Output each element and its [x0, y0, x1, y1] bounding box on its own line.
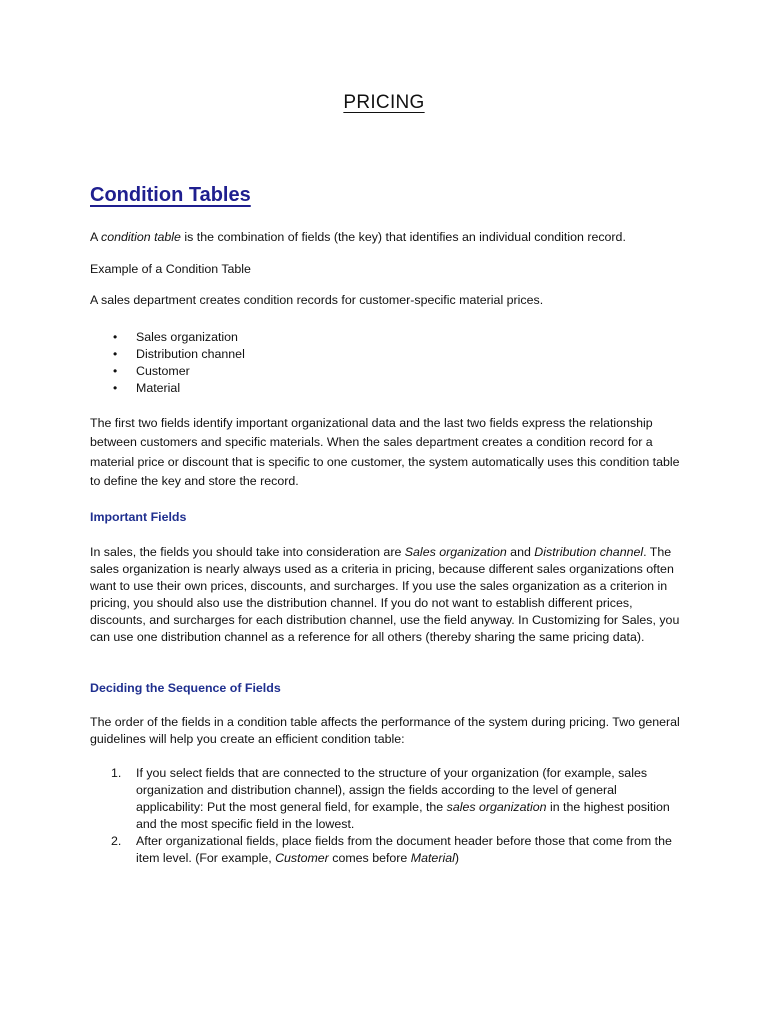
section-heading-condition-tables: Condition Tables [90, 184, 251, 206]
sequence-paragraph: The order of the fields in a condition table affects the performance of the system during pricing. Two general guidelines will help you create an efficient condition table: [90, 715, 680, 746]
list-item [90, 329, 245, 346]
important-fields-paragraph [90, 544, 680, 646]
intro-term: condition table [101, 230, 181, 244]
example-title: Example of a Condition Table [90, 262, 251, 276]
bullet: • [113, 381, 118, 395]
bullet: • [113, 364, 118, 378]
list-item-text: Distribution channel [136, 347, 245, 361]
step-term: Customer [275, 851, 329, 865]
guidelines-list [90, 765, 680, 867]
document-title [0, 92, 768, 114]
fields-list [90, 329, 245, 397]
subheading-important-fields: Important Fields [90, 510, 187, 524]
step-text-middle: comes before [328, 851, 411, 865]
list-item [90, 346, 245, 363]
important-fields-term-sales-org: Sales organization [404, 545, 507, 559]
example-description: A sales department creates condition records for customer-specific material prices. [90, 293, 544, 307]
step-number: 2. [111, 834, 122, 848]
important-fields-term-distribution: Distribution channel [534, 545, 644, 559]
important-fields-text-start: In sales, the fields you should take into consideration are [90, 545, 405, 559]
bullet: • [113, 330, 118, 344]
step-number: 1. [111, 766, 122, 780]
important-fields-text-and: and [506, 545, 535, 559]
list-item-text: Material [136, 381, 181, 395]
step-term-2: Material [410, 851, 455, 865]
bullet: • [113, 347, 118, 361]
list-item [90, 765, 680, 833]
step-text-after: in the highest position and the most specific field in the lowest. [136, 800, 670, 831]
list-item [90, 380, 245, 397]
step-term: sales organization [446, 800, 547, 814]
step-text-after: ) [454, 851, 459, 865]
relationship-paragraph: The first two fields identify important organizational data and the last two fields express the relationship between customers and specific materials. When the sales department creates a condition record for a material price or discount that is specific to one customer, the system automatically uses this condition table to define the key and store the record. [90, 416, 680, 489]
step-text-before: If you select fields that are connected to the structure of your organization (for example, sales organization and distribution channel), assign the fields according to the level of general applicability: Put the most general field, for example, the [136, 766, 648, 814]
list-item-text: Customer [136, 364, 190, 378]
intro-suffix: is the combination of fields (the key) that identifies an individual condition record. [180, 230, 626, 244]
list-item [90, 833, 680, 867]
important-fields-text-rest: . The sales organization is nearly always used as a criteria in pricing, because different sales organizations often want to use their own prices, discounts, and surcharges. If you use the sales organization as a criterion in pricing, you should also use the distribution channel. If you do not want to establish different prices, discounts, and surcharges for each distribution channel, use the field anyway. In Customizing for Sales, you can use one distribution channel as a reference for all others (thereby sharing the same pricing data). [90, 545, 680, 644]
intro-prefix: A [90, 230, 102, 244]
intro-paragraph [90, 229, 680, 246]
list-item-text: Sales organization [136, 330, 238, 344]
subheading-sequence-of-fields: Deciding the Sequence of Fields [90, 681, 281, 695]
step-text-before: After organizational fields, place fields from the document header before those that come from the item level. (For example, [136, 834, 672, 865]
list-item [90, 363, 245, 380]
document-title-text: PRICING [343, 92, 425, 113]
